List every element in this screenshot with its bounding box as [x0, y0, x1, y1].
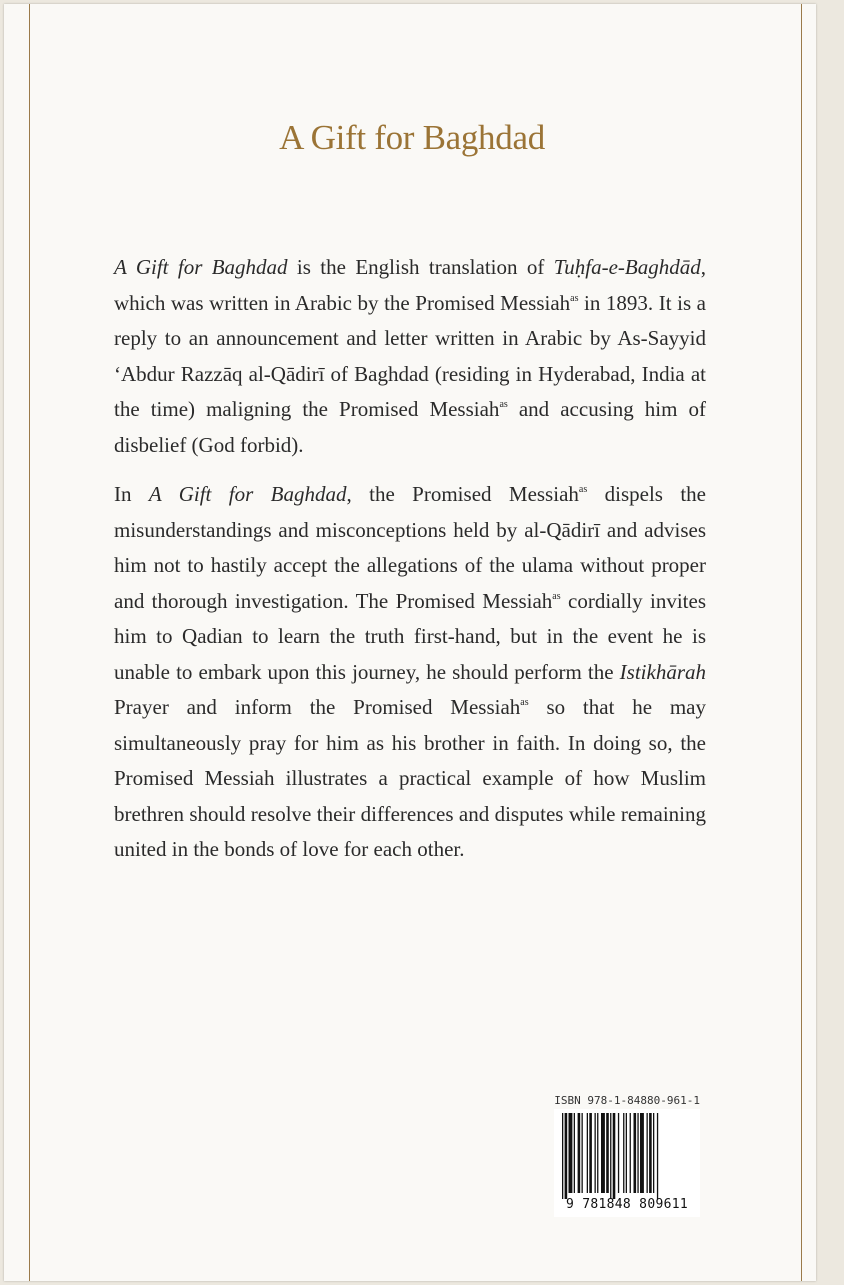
left-border-rule — [29, 4, 30, 1281]
barcode-bar — [649, 1113, 652, 1193]
barcode-bar — [562, 1113, 563, 1199]
barcode-bar — [657, 1113, 658, 1199]
text-run: cordially invites him to Qadian to learn the truth first-hand, but in the event he is unable to embark upon this journey, he should perform the — [114, 588, 706, 684]
barcode-bar — [569, 1113, 573, 1193]
barcode-bar — [640, 1113, 644, 1193]
barcode-bar — [623, 1113, 624, 1193]
text-run: Prayer and inform the Promised Messiah — [114, 695, 521, 719]
barcode-bar — [595, 1113, 596, 1193]
honorific-superscript: as — [578, 484, 588, 495]
barcode-bar — [601, 1113, 605, 1193]
barcode-bar — [653, 1113, 654, 1193]
book-title-italic: A Gift for Baghdad — [114, 255, 288, 279]
barcode-bar — [637, 1113, 638, 1193]
barcode-digits: 9 781848 809611 — [566, 1197, 688, 1212]
text-run: , the Promised Messiah — [346, 482, 579, 506]
book-title: A Gift for Baghdad — [279, 118, 545, 157]
barcode-bar — [582, 1113, 583, 1193]
blurb-paragraph-2 — [114, 477, 706, 868]
isbn-label: ISBN 978-1-84880-961-1 — [554, 1094, 700, 1107]
barcode-bar — [578, 1113, 581, 1193]
barcode — [554, 1109, 700, 1217]
barcode-bar — [587, 1113, 588, 1193]
barcode-bar — [574, 1113, 575, 1193]
barcode-bar — [610, 1113, 611, 1199]
original-title-italic: Tuḥfa-e-Baghdād — [553, 255, 701, 279]
barcode-bar — [606, 1113, 609, 1193]
barcode-bar — [634, 1113, 637, 1193]
barcode-bar — [565, 1113, 568, 1199]
barcode-bar — [626, 1113, 627, 1193]
right-border-rule — [801, 4, 802, 1281]
text-run: is the English translation of — [287, 255, 554, 279]
barcode-bar — [630, 1113, 631, 1193]
text-run: and accusing him of disbelief (God forbid). — [114, 397, 706, 457]
honorific-superscript: as — [499, 399, 508, 410]
honorific-superscript: as — [520, 697, 529, 708]
text-run: dispels the misunderstandings and misconceptions held by al-Qādirī and advises him not to hastily accept the allegations of the ulama without proper and thorough investigation. The Promised Messiah — [114, 482, 706, 613]
barcode-bar — [597, 1113, 598, 1193]
text-run: so that he may simultaneously pray for him as his brother in faith. In doing so, the Promised Messiah illustrates a practical example of how Muslim brethren should resolve their differences and disputes while remaining united in the bonds of love for each other. — [114, 695, 706, 861]
text-run: In — [114, 482, 149, 506]
barcode-bar — [613, 1113, 616, 1199]
text-run: , which was written in Arabic by the Promised Messiah — [114, 255, 706, 315]
barcode-bars — [554, 1109, 700, 1201]
blurb — [114, 250, 706, 882]
honorific-superscript: as — [552, 590, 561, 602]
barcode-bar — [589, 1113, 592, 1193]
text-run: in 1893. It is a reply to an announcement and letter written in Arabic by As-Sayyid ‘Abdur Razzāq al-Qādirī of Baghdad (residing in Hyderabad, India at the time) maligning the Promised Messiah — [114, 290, 706, 421]
blurb-paragraph-1 — [114, 250, 706, 463]
barcode-bar — [647, 1113, 648, 1193]
honorific-superscript: as — [570, 292, 579, 304]
prayer-name-italic: Istikhārah — [619, 659, 706, 684]
book-title-italic: A Gift for Baghdad — [148, 482, 347, 506]
barcode-bar — [618, 1113, 619, 1193]
